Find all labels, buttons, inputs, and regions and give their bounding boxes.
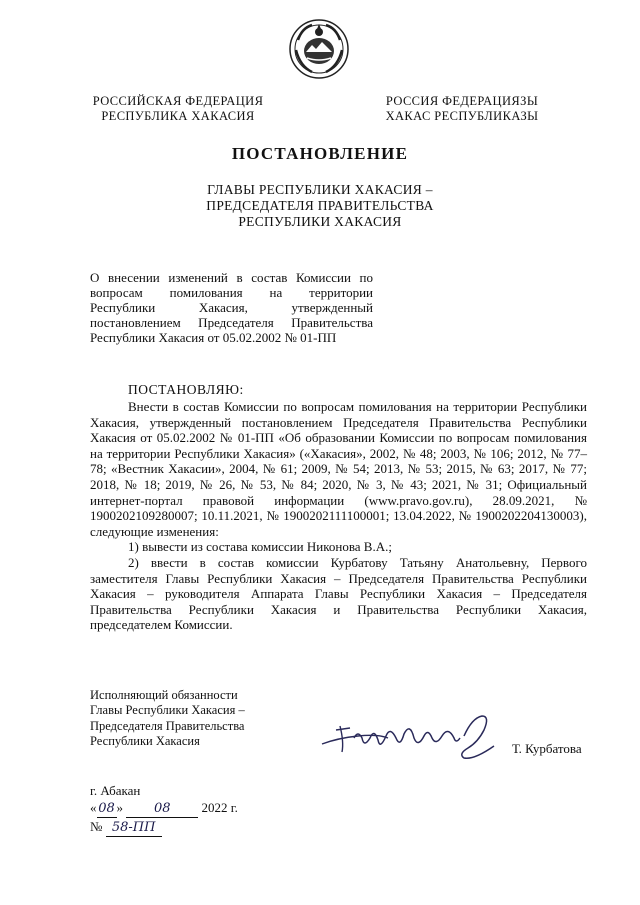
header-right-line-2: ХАКАС РЕСПУБЛИКАЗЫ [385,109,539,123]
decree-word: ПОСТАНОВЛЯЮ: [128,382,244,397]
subject-line-5: Республики Хакасия от 05.02.2002 № 01-ПП [90,330,337,345]
subject-line-4: постановлением Председателя Правительства [90,315,373,330]
document-title: ПОСТАНОВЛЕНИЕ [231,144,409,163]
signer-name: Т. Курбатова [512,741,582,756]
body-intro-paragraph: Внести в состав Комиссии по вопросам помилования на территории Республики Хакасия, утвержденный постановлением Председателя Правительства Республики Хакасия от 05.02.2002 № 01-ПП «Об образовании Комиссии по вопросам помилования на территории Республики Хакасия» («Хакасия», 2002, № 48; 2003, № 106; 2012, № 77–78; «Вестник Хакасии», 2004, № 61; 2009, № 54; 2013, № 53; 2015, № 63; 2017, № 77; 2018, № 18; 2019, № 26, № 53, № 84; 2020, № 3, № 43; 2021, № 31; Официальный интернет-портал правовой информации (www.pravo.gov.ru), 28.09.2021, № 1900202109280007; 10.11.2021, № 1900202111100001; 13.04.2022, № 1900202204130003), следующие изменения: [90,399,587,539]
subtitle-line-2: ПРЕДСЕДАТЕЛЯ ПРАВИТЕЛЬСТВА [206,198,434,213]
subject-line-3: Республики Хакасия, утвержденный [90,300,373,315]
document-number: 58-ПП [106,819,162,837]
date-open-quote: « [90,800,97,815]
body-item-1: 1) вывести из состава комиссии Никонова В.А.; [128,539,392,555]
document-subject [90,270,373,345]
signature-block-line-4: Республики Хакасия [90,733,200,748]
date-month: 08 [126,800,198,818]
signature-block-line-2: Главы Республики Хакасия – [90,703,245,718]
subtitle-line-3: РЕСПУБЛИКИ ХАКАСИЯ [238,214,402,229]
footer-date [90,799,238,818]
body-item-2: 2) ввести в состав комиссии Курбатову Татьяну Анатольевну, Первого заместителя Главы Республики Хакасия – Председателя Правительства Республики Хакасия – руководителя Аппарата Главы Республики Хакасия – Председателя Правительства Республики Хакасия и Правительства Республики Хакасия, председателем Комиссии. [90,554,587,633]
handwritten-signature [318,708,502,764]
signature-block-line-3: Председателя Правительства [90,718,245,733]
date-year: 2022 г. [201,800,238,815]
signature-block [90,688,280,749]
header-right [376,94,548,124]
coat-of-arms-emblem [288,18,350,80]
document-body [90,399,587,633]
subject-line-1: О внесении изменений в состав Комиссии по [90,270,373,285]
footer-city: г. Абакан [90,783,141,798]
document-subtitle [170,182,470,230]
header-left-line-1: РОССИЙСКАЯ ФЕДЕРАЦИЯ [92,94,264,108]
document-footer [90,782,238,837]
subtitle-line-1: ГЛАВЫ РЕСПУБЛИКИ ХАКАСИЯ – [207,182,433,197]
signature-block-line-1: Исполняющий обязанности [90,688,238,702]
subject-line-2: вопросам помилования на территории [90,285,373,300]
date-day: 08 [98,801,115,816]
number-prefix: № [90,819,103,834]
footer-number [90,818,238,837]
header-left [88,94,268,124]
date-close-quote: » [116,800,123,815]
header-right-line-1: РОССИЯ ФЕДЕРАЦИЯЗЫ [385,94,539,108]
header-left-line-2: РЕСПУБЛИКА ХАКАСИЯ [101,109,255,123]
